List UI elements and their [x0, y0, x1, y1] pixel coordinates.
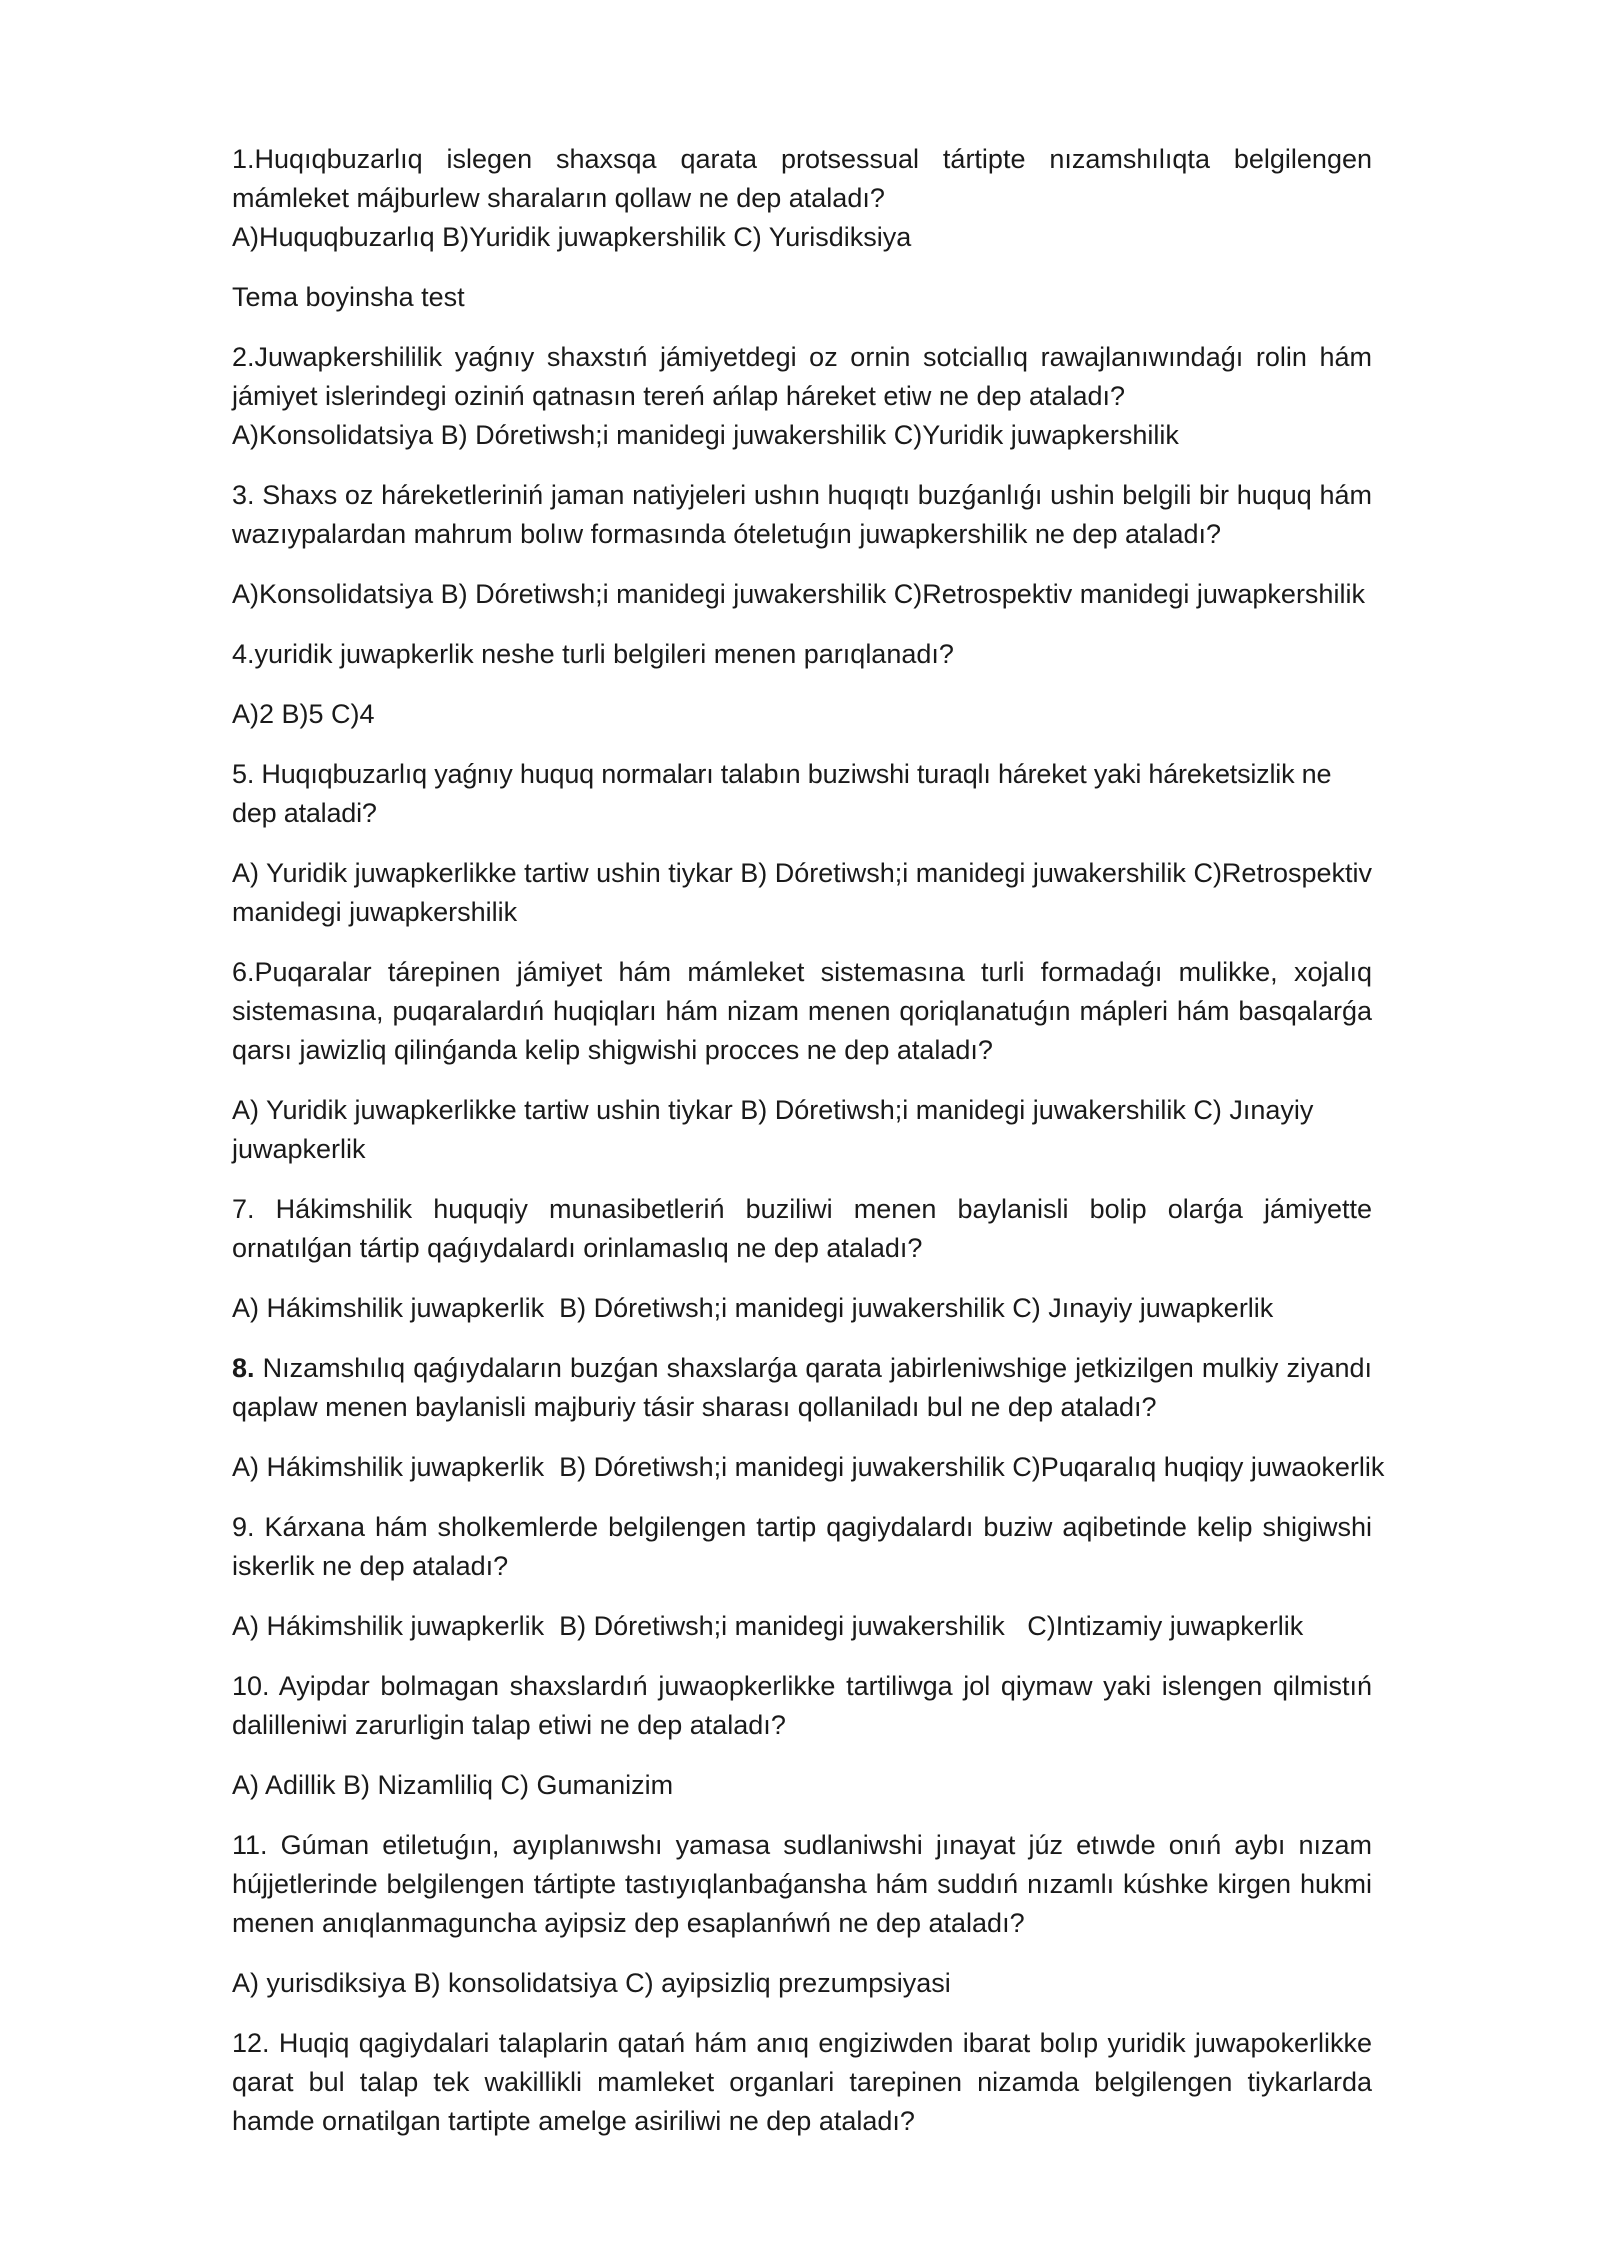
answer-options-6: A) Yuridik juwapkerlikke tartiw ushin tiykar B) Dóretiwsh;i manidegi juwakershilik C) Jınayiy juwapkerlik [232, 1095, 1314, 1164]
answer-options-8: A) Hákimshilik juwapkerlik B) Dóretiwsh;i manidegi juwakershilik C)Puqaralıq huqiqy juwaokerlik [232, 1452, 1385, 1482]
question-text-10: 10. Ayipdar bolmagan shaxslardıń juwaopkerlikke tartiliwga jol qiymaw yaki islengen qilmistıń dalilleniwi zarurligin talap etiwi ne dep ataladı? [232, 1671, 1372, 1740]
answer-options-7: A) Hákimshilik juwapkerlik B) Dóretiwsh;i manidegi juwakershilik C) Jınayiy juwapkerlik [232, 1293, 1274, 1323]
answer-options: A)Konsolidatsiya B) Dóretiwsh;i manidegi juwakershilik C)Yuridik juwapkershilik [232, 420, 1179, 450]
question-text-7: 7. Hákimshilik huquqiy munasibetleriń buziliwi menen baylanisli bolip olarǵa jámiyette ornatılǵan tártip qaǵıydalardı orinlamaslıq ne dep ataladı? [232, 1194, 1372, 1263]
topic-note: Tema boyinsha test [232, 282, 465, 312]
answer-options-10: A) Adillik B) Nizamliliq C) Gumanizim [232, 1770, 674, 1800]
question-text: 2.Juwapkershililik yaǵnıy shaxstıń jámiyetdegi oz ornin sotciallıq rawajlanıwındaǵı rolin hám jámiyet islerindegi oziniń qatnasın tereń ańlap háreket etiw ne dep ataladı? [232, 342, 1372, 411]
answer-options-11: A) yurisdiksiya B) konsolidatsiya C) ayipsizliq prezumpsiyasi [232, 1968, 951, 1998]
question-text-4: 4.yuridik juwapkerlik neshe turli belgileri menen parıqlanadı? [232, 639, 954, 669]
question-text-5: 5. Huqıqbuzarlıq yaǵnıy huquq normaları talabın buziwshi turaqlı háreket yaki háreketsizlik ne dep ataladi? [232, 759, 1332, 828]
question-body: Nızamshılıq qaǵıydaların buzǵan shaxslarǵa qarata jabirleniwshige jetkizilgen mulkiy ziyandı qaplaw menen baylanisli majburiy tásir sharası qollaniladı bul ne dep ataladı? [232, 1353, 1372, 1422]
question-text-12: 12. Huqiq qagiydalari talaplarin qatań hám anıq engiziwden ibarat bolıp yuridik juwapokerlikke qarat bul talap tek wakillikli mamleket organlari tarepinen nizamda belgilengen tiykarlarda hamde ornatilgan tartipte amelge asiriliwi ne dep ataladı? [232, 2028, 1372, 2136]
question-text: 1.Huqıqbuzarlıq islegen shaxsqa qarata protsessual tártipte nızamshılıqta belgilengen mámleket májburlew sharaların qollaw ne dep ataladı? [232, 144, 1372, 213]
answer-options-5: A) Yuridik juwapkerlikke tartiw ushin tiykar B) Dóretiwsh;i manidegi juwakershilik C)Retrospektiv manidegi juwapkershilik [232, 858, 1372, 927]
question-text-3: 3. Shaxs oz háreketleriniń jaman natiyjeleri ushın huqıqtı buzǵanlıǵı ushin belgili bir huquq hám wazıypalardan mahrum bolıw formasında óteletuǵın juwapkershilik ne dep ataladı? [232, 480, 1372, 549]
answer-options: A)Huquqbuzarlıq B)Yuridik juwapkershilik C) Yurisdiksiya [232, 222, 912, 252]
question-text-9: 9. Kárxana hám sholkemlerde belgilengen tartip qagiydalardı buziw aqibetinde kelip shigiwshi iskerlik ne dep ataladı? [232, 1512, 1372, 1581]
question-text-8 [232, 1349, 1372, 1427]
question-text-6: 6.Puqaralar tárepinen jámiyet hám mámleket sistemasına turli formadaǵı mulikke, xojalıq sistemasına, puqaralardıń huqiqları hám nizam menen qoriqlanatuǵın mápleri hám basqalarǵa qarsı jawizliq qilinǵanda kelip shigwishi procces ne dep ataladı? [232, 957, 1372, 1065]
answer-options-4: A)2 B)5 C)4 [232, 699, 375, 729]
question-block-2 [232, 338, 1372, 455]
question-number: 8. [232, 1353, 255, 1383]
question-text-11: 11. Gúman etiletuǵın, ayıplanıwshı yamasa sudlaniwshi jınayat júz etıwde onıń aybı nızam hújjetlerinde belgilengen tártipte tastıyıqlanbaǵansha hám suddıń nızamlı kúshke kirgen hukmi menen anıqlanmaguncha ayipsiz dep esaplanńwń ne dep ataladı? [232, 1830, 1372, 1938]
answer-options-9: A) Hákimshilik juwapkerlik B) Dóretiwsh;i manidegi juwakershilik C)Intizamiy juwapkerlik [232, 1611, 1304, 1641]
document-page [232, 140, 1385, 2162]
answer-options-3: A)Konsolidatsiya B) Dóretiwsh;i manidegi juwakershilik C)Retrospektiv manidegi juwapkershilik [232, 579, 1365, 609]
question-block-1 [232, 140, 1372, 257]
